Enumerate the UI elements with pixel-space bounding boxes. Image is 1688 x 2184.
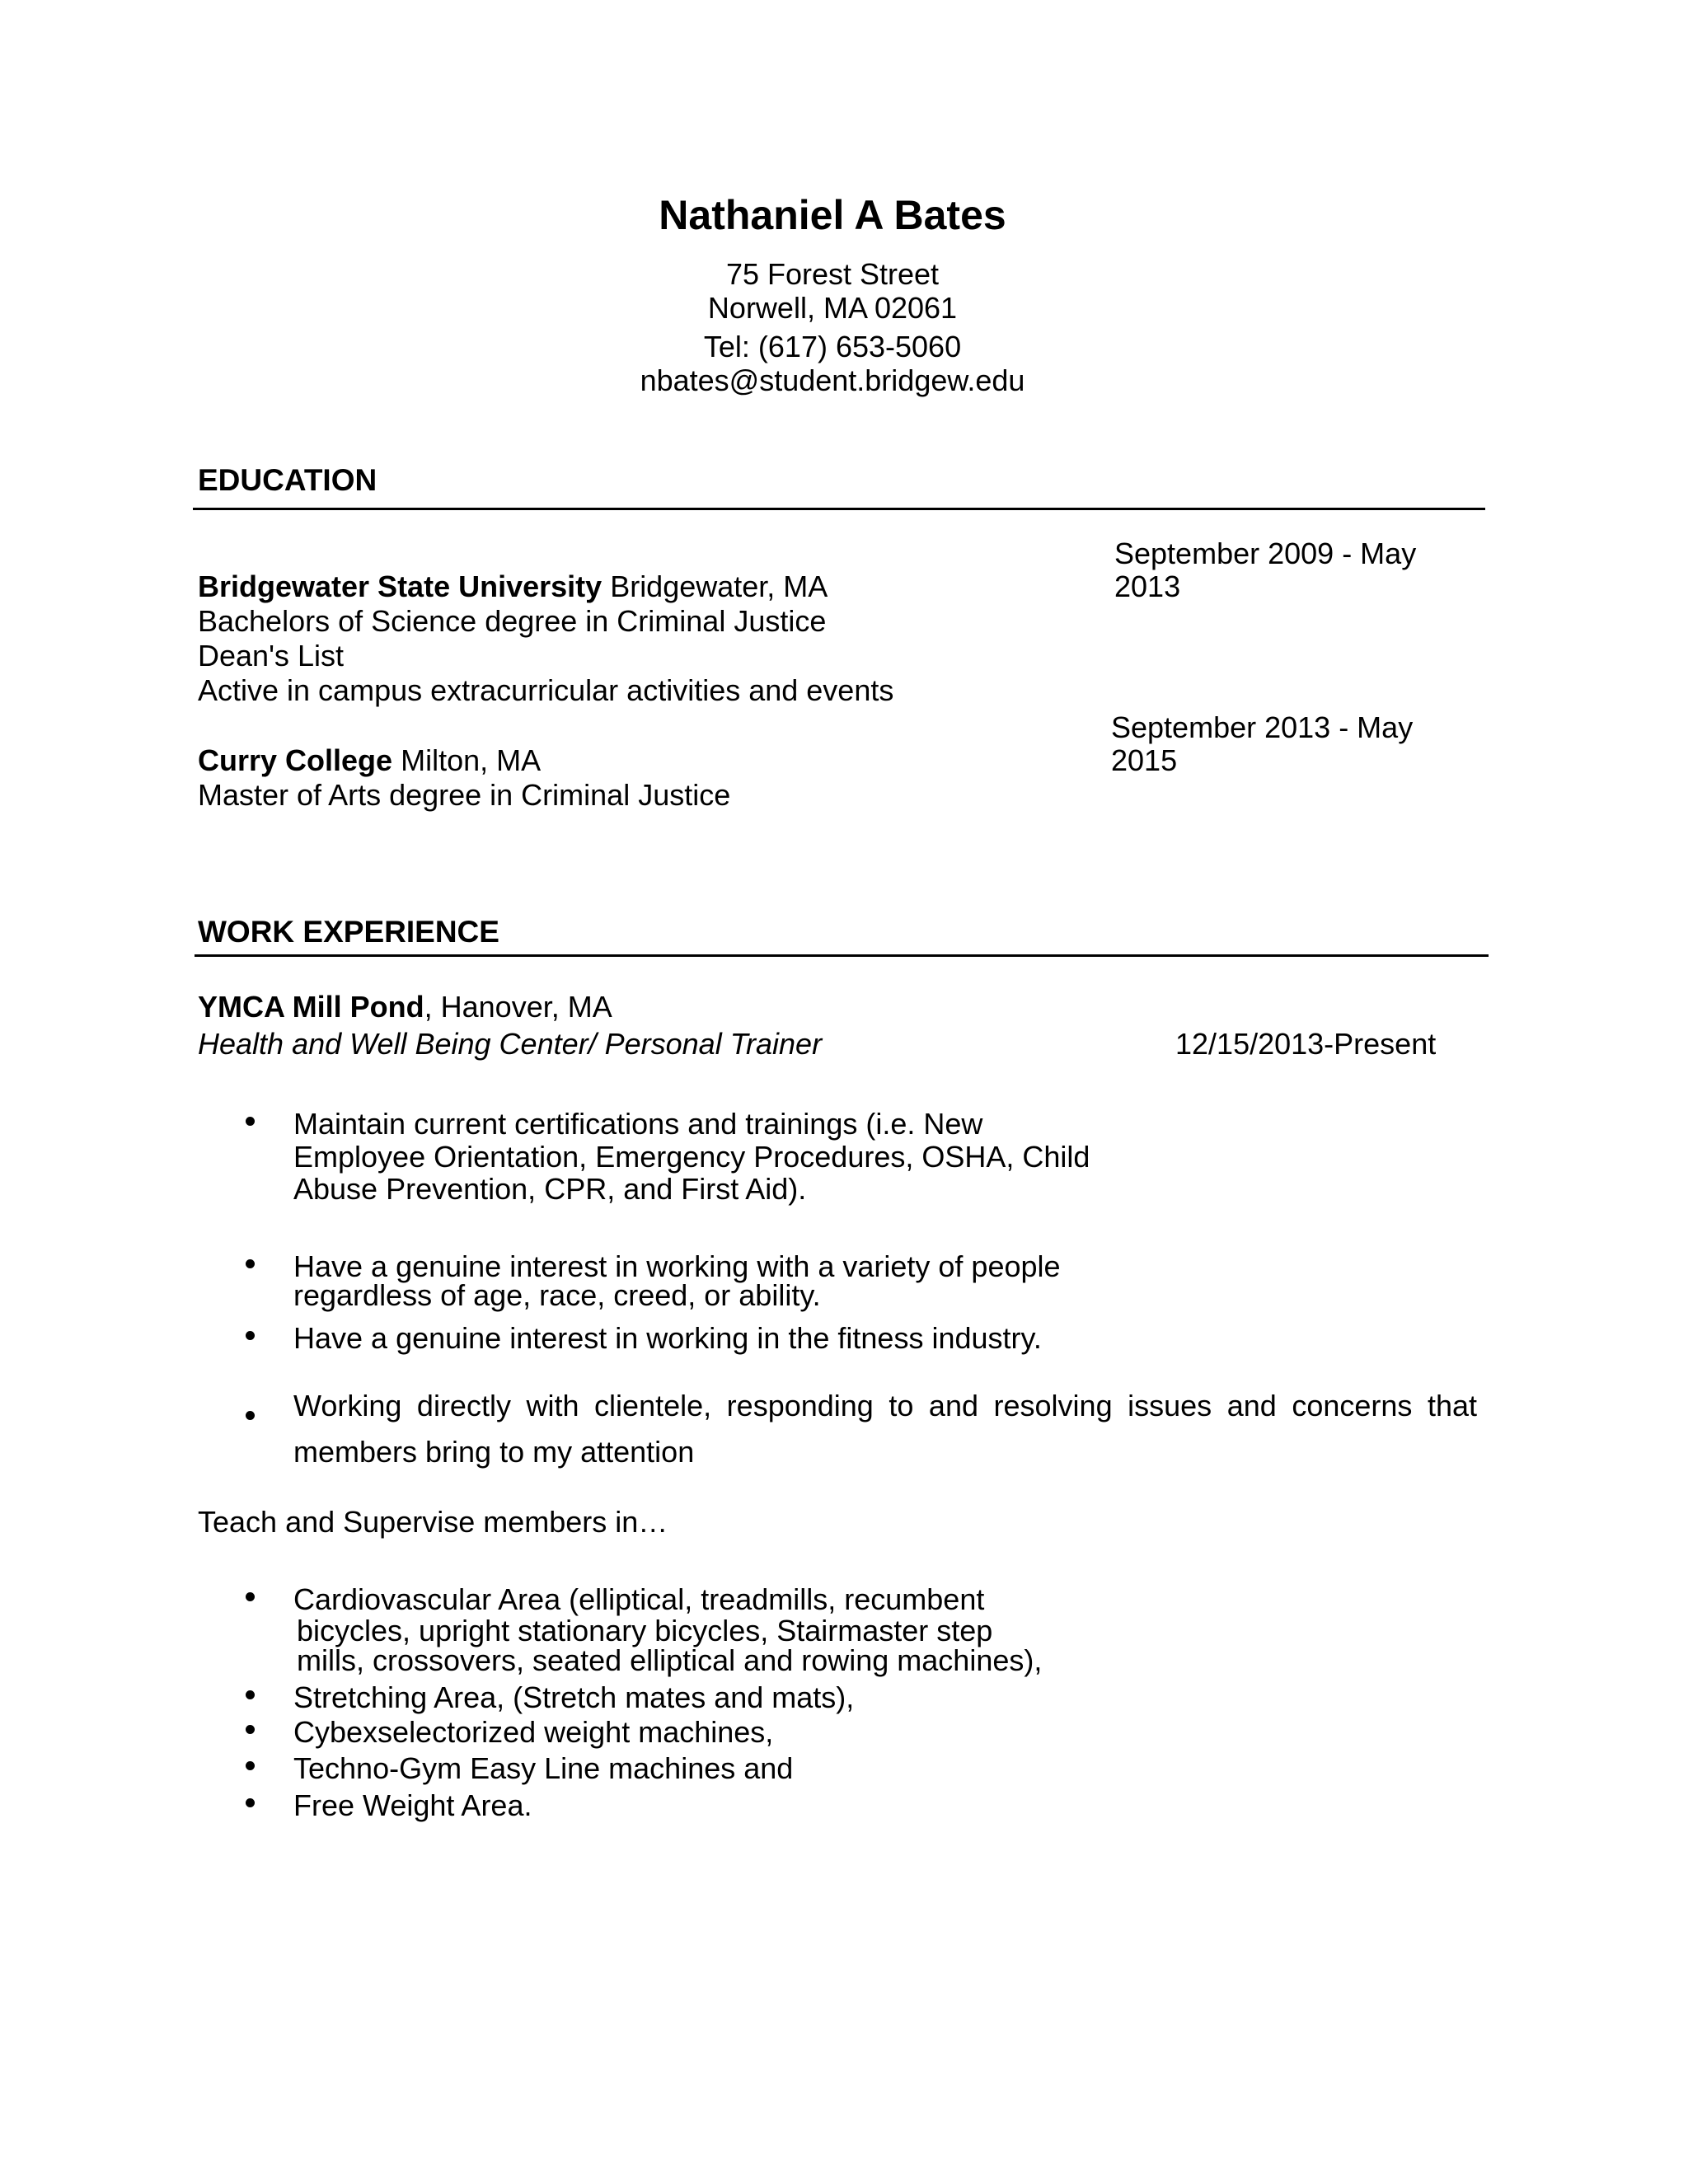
- duty-1-line-3: Abuse Prevention, CPR, and First Aid).: [293, 1172, 807, 1206]
- duty-3-line-1: Have a genuine interest in working in the fitness industry.: [293, 1321, 1042, 1355]
- education-rule: [193, 508, 1485, 510]
- bullet-icon: [246, 1411, 255, 1420]
- duty-1-line-1: Maintain current certifications and trainings (i.e. New: [293, 1107, 983, 1141]
- edu-1-dates-line-2: 2013: [1114, 569, 1181, 603]
- teach-4-line-1: Techno-Gym Easy Line machines and: [293, 1751, 794, 1785]
- edu-1-location: Bridgewater, MA: [610, 569, 828, 603]
- teach-1-line-2: bicycles, upright stationary bicycles, Stairmaster step: [297, 1614, 993, 1647]
- bullet-icon: [246, 1259, 255, 1268]
- teach-1-line-1: Cardiovascular Area (elliptical, treadmills, recumbent: [293, 1582, 985, 1616]
- teach-2-line-1: Stretching Area, (Stretch mates and mats),: [293, 1680, 855, 1714]
- duty-4-line-1: Working directly with clientele, responding to and resolving issues and concerns that: [293, 1389, 1477, 1422]
- address-line-1: 75 Forest Street: [725, 257, 940, 291]
- phone: Tel: (617) 653-5060: [703, 330, 962, 363]
- teach-intro: Teach and Supervise members in…: [198, 1505, 668, 1539]
- bullet-icon: [246, 1690, 255, 1699]
- work-rule: [195, 954, 1489, 957]
- duty-2-line-2: regardless of age, race, creed, or ability.: [293, 1278, 821, 1312]
- teach-3-line-1: Cybexselectorized weight machines,: [293, 1715, 774, 1749]
- resume-name: Nathaniel A Bates: [659, 192, 1006, 238]
- edu-2-school-line: [198, 743, 542, 777]
- edu-1-dates-line-1: September 2009 - May: [1114, 537, 1417, 570]
- teach-5-line-1: Free Weight Area.: [293, 1788, 532, 1822]
- bullet-icon: [246, 1798, 255, 1807]
- duty-1-line-2: Employee Orientation, Emergency Procedures, OSHA, Child: [293, 1140, 1090, 1174]
- edu-2-school: Curry College: [198, 743, 393, 777]
- employer-line: [198, 992, 612, 1022]
- bullet-icon: [246, 1117, 255, 1126]
- address-line-2: Norwell, MA 02061: [707, 291, 958, 325]
- edu-2-dates-line-2: 2015: [1111, 743, 1178, 777]
- edu-2-dates-line-1: September 2013 - May: [1111, 710, 1414, 744]
- edu-1-school-line: [198, 569, 828, 603]
- duty-2-line-1: Have a genuine interest in working with a variety of people: [293, 1249, 1061, 1283]
- employer-name: YMCA Mill Pond: [198, 990, 424, 1024]
- edu-1-school: Bridgewater State University: [198, 569, 603, 603]
- bullet-icon: [246, 1592, 255, 1601]
- bullet-icon: [246, 1725, 255, 1734]
- edu-1-detail-3: Active in campus extracurricular activities and events: [198, 673, 894, 707]
- edu-1-detail-1: Bachelors of Science degree in Criminal Justice: [198, 604, 827, 638]
- email: nbates@student.bridgew.edu: [640, 363, 1025, 397]
- edu-2-location: Milton, MA: [401, 743, 542, 777]
- work-heading: WORK EXPERIENCE: [198, 915, 499, 949]
- position-dates: 12/15/2013-Present: [1175, 1027, 1437, 1061]
- teach-1-line-3: mills, crossovers, seated elliptical and rowing machines),: [297, 1643, 1043, 1677]
- duty-4-line-2: members bring to my attention: [293, 1435, 695, 1469]
- employer-location: , Hanover, MA: [424, 990, 612, 1024]
- edu-1-detail-2: Dean's List: [198, 639, 344, 673]
- bullet-icon: [246, 1331, 255, 1340]
- edu-2-detail-1: Master of Arts degree in Criminal Justice: [198, 778, 731, 812]
- education-heading: EDUCATION: [198, 463, 377, 497]
- bullet-icon: [246, 1761, 255, 1770]
- position-title: Health and Well Being Center/ Personal Trainer: [198, 1027, 823, 1061]
